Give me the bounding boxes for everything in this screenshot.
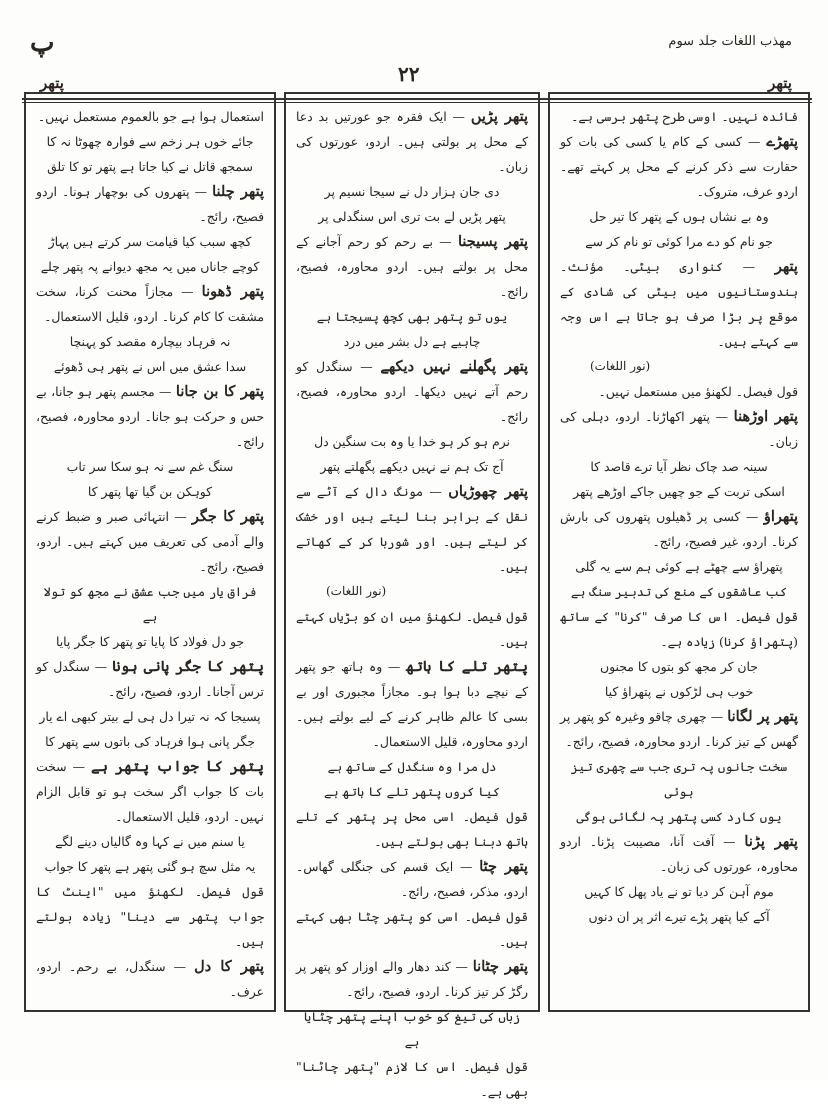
entry-definition: فائدہ نہیں۔ اوسی طرح پتھر برسی ہے۔ [571,109,798,124]
verse-line: کیا کروں پتھر تلے کا ہاتھ ہے [323,784,501,799]
entry-definition: پتھر اکھاڑنا۔ اردو، دہلی کی زبان۔ [560,409,798,449]
verse-line: آکے کیا پتھر پڑے تیرے اثر پر ان دنوں [588,909,770,924]
entry-definition: قول فیصل۔ اس کا لازم "پتھر چاٹنا" بھی ہے۔ [296,1059,528,1099]
verse-line: آج تک ہم نے نہیں دیکھے پگھلتے پتھر [320,459,504,474]
verse-line: کب عاشقوں کے منع کی تدبیر سنگ ہے [570,584,788,599]
entry-definition: مجسم پتھر ہو جانا، بے حس و حرکت ہو جانا۔ اردو محاورہ، فصیح، رائج۔ [36,384,264,449]
dictionary-entry: پتھر چھوڑیاں — مونگ دال کے آٹے سے نقل کے برابر بنا لیتے ہیں اور خشک کر لیتے ہیں۔ اور شوربا کر کے کھاتے ہیں۔ [296,483,528,574]
dictionary-entry: پتھر کا جواب پتھر ہے — سخت بات کا جواب اگر سخت ہو تو قابل الزام نہیں۔ اردو، قلیل الاستعمال۔ [36,758,264,824]
verse-line: جو نام کو دے مرا کوئی تو نام کر سے [585,234,773,249]
dictionary-entry: پتھر — کنواری بیٹی۔ مؤنث۔ ہندوستانیوں میں بیٹی کی شادی کے موقع پر بڑا صرف ہو جاتا ہے اس وجہ سے کہتے ہیں۔ [560,258,798,349]
verse-line: فراق یار میں جب عشق نے مجھ کو تولا ہے [43,584,257,624]
entry-definition: مونگ دال کے آٹے سے نقل کے برابر بنا لیتے ہیں اور خشک کر لیتے ہیں۔ اور شوربا کر کے کھاتے ہیں۔ [296,484,528,574]
dictionary-entry: پتھر چٹا — ایک قسم کی جنگلی گھاس۔ اردو، مذکر، فصیح، رائج۔ [296,858,528,899]
dictionary-entry [296,1054,528,1104]
entry-definition: سنگدل، بے رحم۔ اردو، عرف۔ [36,959,264,999]
dictionary-entry [296,904,528,954]
page-number: ۲۲ [398,62,420,86]
verse-line: سدا عشق میں اس نے پتھر ہی ڈھوئے [53,359,247,374]
entry-headword: پتھر کا جگر [191,508,264,525]
entry-headword: پتھڑے [766,133,798,150]
verse-line: کوچے جاناں میں یہ مجھ دیوانے پہ پتھر چلے [40,259,260,274]
entry-definition: ایک قسم کی جنگلی گھاس۔ اردو، مذکر، فصیح، رائج۔ [296,859,528,899]
entry-definition: قول فیصل۔ اس کا صرف "کرنا" کے ساتھ (پتھراؤ کرنا) زیادہ ہے۔ [560,609,798,649]
entry-definition: وہ ہاتھ جو پتھر کے نیچے دبا ہوا ہو۔ مجازاً مجبوری اور بے بسی کا عالم ظاہر کرنے کے لیے بولتے ہیں۔ اردو محاورہ، قلیل الاستعمال۔ [296,659,528,749]
entry-definition: سخت بات کا جواب اگر سخت ہو تو قابل الزام نہیں۔ اردو، قلیل الاستعمال۔ [36,759,264,824]
entry-definition: چھری چاقو وغیرہ کو پتھر پر گھس کے تیز کرنا۔ اردو محاورہ، فصیح، رائج۔ [560,709,798,749]
verse-line: دی جان ہزار دل نے سیجا نسیم پر [324,184,500,199]
entry-headword: پتھر کا بن جانا [175,383,264,400]
entry-definition: قول فیصل۔ اسی کو پتھر چٹا بھی کہتے ہیں۔ [296,909,528,949]
entry-headword: پتھر چٹا [479,858,528,875]
verse-line: دل مرا وہ سنگدل کے ساتھ ہے [327,759,497,774]
dictionary-entry: پتھراؤ — کسی پر ڈھیلوں پتھروں کی بارش کرنا۔ اردو، غیر فصیح، رائج۔ [560,508,798,549]
source-citation: (نور اللغات) [590,359,651,373]
verse-line: یا سنم میں نے کہا وہ گالیاں دینے لگے [55,834,245,849]
dictionary-entry: پتھر پسیجنا — بے رحم کو رحم آجانے کے محل پر بولتے ہیں۔ اردو محاورہ، فصیح، رائج۔ [296,233,528,299]
verse-line: یہ مثل سچ ہو گئی پتھر ہے پتھر کا جواب [44,859,256,874]
verse-line: جائے خوں ہر زخم سے فوارہ چھوٹا نہ کا [46,134,254,149]
entry-headword: پتھر اوڑھنا [733,408,798,425]
entry-headword: پتھر تلے کا ہاتھ [405,658,528,675]
verse-line: خوب ہی لڑکوں نے پتھراؤ کیا [604,684,754,699]
dictionary-entry: پتھر کا بن جانا — مجسم پتھر ہو جانا، بے حس و حرکت ہو جانا۔ اردو محاورہ، فصیح، رائج۔ [36,383,264,449]
entry-definition: ایک فقرہ جو عورتیں بد دعا کے محل پر بولتی ہیں۔ اردو، عورتوں کی زبان۔ [296,109,528,174]
dictionary-entry: پتھڑے — کسی کے کام یا کسی کی بات کو حقارت سے ذکر کرنے کے محل پر کہتے تھے۔ اردو عرف، متروک۔ [560,133,798,199]
entry-definition: سنگدل کو رحم آتے نہیں دیکھا۔ اردو محاورہ، فصیح، رائج۔ [296,359,528,424]
entry-headword: پتھر پر لگانا [727,708,798,725]
entry-headword: پتھر کا دل [194,958,264,975]
dictionary-entry [296,604,528,654]
column-middle [284,92,540,1099]
book-title: مهذب اللغات جلد سوم [668,34,792,49]
entry-headword: پتھر چھوڑیاں [448,483,528,500]
guide-word-right: پتھر [768,74,792,92]
verse-line: اسکی تربت کے جو چھیں جاکے اوڑھے پتھر [573,484,785,499]
verse-line: یوں کارد کسی پتھر پہ لگائی ہوگی [576,809,782,824]
verse-line: پتھراؤ سے چھٹے ہے کوئی ہم سے یہ گلی [575,559,783,574]
entry-definition: قول فیصل۔ لکھنؤ میں مستعمل نہیں۔ [598,384,798,399]
entry-headword: پتھر پگھلنے نہیں دیکھے [380,358,528,375]
entry-definition: کنواری بیٹی۔ مؤنث۔ ہندوستانیوں میں بیٹی کی شادی کے موقع پر بڑا صرف ہو جاتا ہے اس وجہ سے کہتے ہیں۔ [560,259,798,349]
dictionary-entry [560,604,798,654]
entry-headword: پتھر کا جواب پتھر ہے [91,758,264,775]
dictionary-entry: پتھر پڑیں — ایک فقرہ جو عورتیں بد دعا کے محل پر بولتی ہیں۔ اردو، عورتوں کی زبان۔ [296,108,528,174]
verse-line: کچھ سبب کیا قیامت سر کرتے ہیں پہاڑ [48,234,252,249]
entry-definition: قول فیصل۔ لکھنؤ میں "اینٹ کا جواب پتھر سے دینا" زیادہ بولتے ہیں۔ [36,884,264,949]
entry-headword: پتھر پڑیں [470,108,528,125]
verse-line: موم آہن کر دیا تو نے یاد پھل کا کہیں [584,884,774,899]
verse-line: چاہیے ہے دل بشر میں درد [343,334,481,349]
verse-line: کوہکن بن گیا تھا پتھر کا [87,484,213,499]
entry-definition: استعمال ہوا ہے جو بالعموم مستعمل نہیں۔ [37,109,264,124]
verse-line: پسیجا کہ نہ تیرا دل ہی لے بیتر کبھی اے یار [39,709,261,724]
dictionary-entry: پتھر ڈھونا — مجازاً محنت کرنا، سخت مشقت کا کام کرنا۔ اردو، قلیل الاستعمال۔ [36,283,264,324]
dictionary-entry [296,804,528,854]
dictionary-entry: پتھر کا جگر — انتہائی صبر و ضبط کرنے والے آدمی کی تعریف میں کہتے ہیں۔ اردو، فصیح، رائج۔ [36,508,264,574]
verse-line: سخت جانوں پہ تری جب سے چھری تیز ہوئی [570,759,788,799]
entry-definition: انتہائی صبر و ضبط کرنے والے آدمی کی تعریف میں کہتے ہیں۔ اردو، فصیح، رائج۔ [36,509,264,574]
entry-definition: کسی کے کام یا کسی کی بات کو حقارت سے ذکر کرنے کے محل پر کہتے تھے۔ اردو عرف، متروک۔ [560,134,798,199]
verse-line: نہ فرہاد بیچارہ مقصد کو پہنچا [69,334,231,349]
entry-headword: پتھر پسیجنا [457,233,528,250]
section-letter: پ [30,28,55,58]
verse-line: سینہ صد چاک نظر آیا ترے قاصد کا [590,459,768,474]
entry-headword: پتھراؤ [763,508,798,525]
verse-line: جان کر مجھ کو بتوں کا مجنوں [600,659,758,674]
verse-line: یوں تو پتھر بھی کچھ پسیجتا ہے [316,309,508,324]
entry-definition: سنگدل کو ترس آجانا۔ اردو، فصیح، رائج۔ [36,659,264,699]
dictionary-entry: پتھر کا جگر پانی ہونا — سنگدل کو ترس آجانا۔ اردو، فصیح، رائج۔ [36,658,264,699]
entry-definition: آفت آنا، مصیبت پڑنا۔ اردو محاورہ، عورتوں کی زبان۔ [560,834,798,874]
page-header [22,28,812,92]
entry-definition: پتھروں کی بوچھار ہونا۔ اردو فصیح، رائج۔ [36,184,264,224]
dictionary-entry: پتھر پگھلنے نہیں دیکھے — سنگدل کو رحم آتے نہیں دیکھا۔ اردو محاورہ، فصیح، رائج۔ [296,358,528,424]
entry-headword: پتھر کا جگر پانی ہونا [112,658,264,675]
entry-headword: پتھر ڈھونا [201,283,264,300]
dictionary-entry: پتھر تلے کا ہاتھ — وہ ہاتھ جو پتھر کے نیچے دبا ہوا ہو۔ مجازاً مجبوری اور بے بسی کا عالم ظاہر کرنے کے لیے بولتے ہیں۔ اردو محاورہ، قلیل الاستعمال۔ [296,658,528,749]
verse-line: زباں کی تیغ کو خوب اپنے پتھر چٹایا ہے [303,1009,521,1049]
dictionary-entry: پتھر کا دل — سنگدل، بے رحم۔ اردو، عرف۔ [36,958,264,999]
dictionary-entry: پتھر پر لگانا — چھری چاقو وغیرہ کو پتھر پر گھس کے تیز کرنا۔ اردو محاورہ، فصیح، رائج۔ [560,708,798,749]
entry-headword: پتھر چٹانا [472,958,528,975]
verse-line: سمجھ قاتل نے کیا جاتا ہے پتھر تو کا تلق [47,159,253,174]
entry-definition: قول فیصل۔ لکھنؤ میں ان کو بڑیاں کہتے ہیں۔ [296,609,528,649]
entry-definition: کند دھار والے اوزار کو پتھر پر رگڑ کر تیز کرنا۔ اردو، فصیح، رائج۔ [296,959,528,999]
dictionary-entry: پتھر پڑنا — آفت آنا، مصیبت پڑنا۔ اردو محاورہ، عورتوں کی زبان۔ [560,833,798,874]
dictionary-entry: پتھر چٹانا — کند دھار والے اوزار کو پتھر پر رگڑ کر تیز کرنا۔ اردو، فصیح، رائج۔ [296,958,528,999]
verse-line: پتھر پڑیں لے بت تری اس سنگدلی پر [318,209,506,224]
entry-headword: پتھر پڑنا [744,833,798,850]
verse-line: جگر پانی ہوا فرہاد کی باتوں سے پتھر کا [45,734,255,749]
guide-word-left: پتھر [40,74,64,92]
column-left [24,92,276,1012]
verse-line: نرم ہو کر ہو خدا یا وہ بت سنگین دل [314,434,510,449]
dictionary-entry [560,379,798,404]
verse-line: سنگ غم سے نہ ہو سکا سر تاب [66,459,234,474]
verse-line: وہ بے نشاں ہوں کے پتھر کا تیر حل [589,209,769,224]
entry-definition: بے رحم کو رحم آجانے کے محل پر بولتے ہیں۔ اردو محاورہ، فصیح، رائج۔ [296,234,528,299]
dictionary-entry: پتھر چلنا — پتھروں کی بوچھار ہونا۔ اردو فصیح، رائج۔ [36,183,264,224]
dictionary-entry [560,104,798,129]
entry-definition: مجازاً محنت کرنا، سخت مشقت کا کام کرنا۔ اردو، قلیل الاستعمال۔ [36,284,264,324]
column-right [548,92,810,1012]
source-citation: (نور اللغات) [326,584,387,598]
entry-definition: قول فیصل۔ اسی محل پر پتھر کے تلے ہاتھ دبنا بھی بولتے ہیں۔ [296,809,528,849]
dictionary-entry: پتھر اوڑھنا — پتھر اکھاڑنا۔ اردو، دہلی کی زبان۔ [560,408,798,449]
dictionary-entry [36,104,264,129]
entry-headword: پتھر [774,258,798,275]
verse-line: جو دل فولاد کا پایا تو پتھر کا جگر پایا [55,634,245,649]
entry-headword: پتھر چلنا [212,183,264,200]
entry-definition: کسی پر ڈھیلوں پتھروں کی بارش کرنا۔ اردو، غیر فصیح، رائج۔ [560,509,798,549]
dictionary-entry [36,879,264,954]
